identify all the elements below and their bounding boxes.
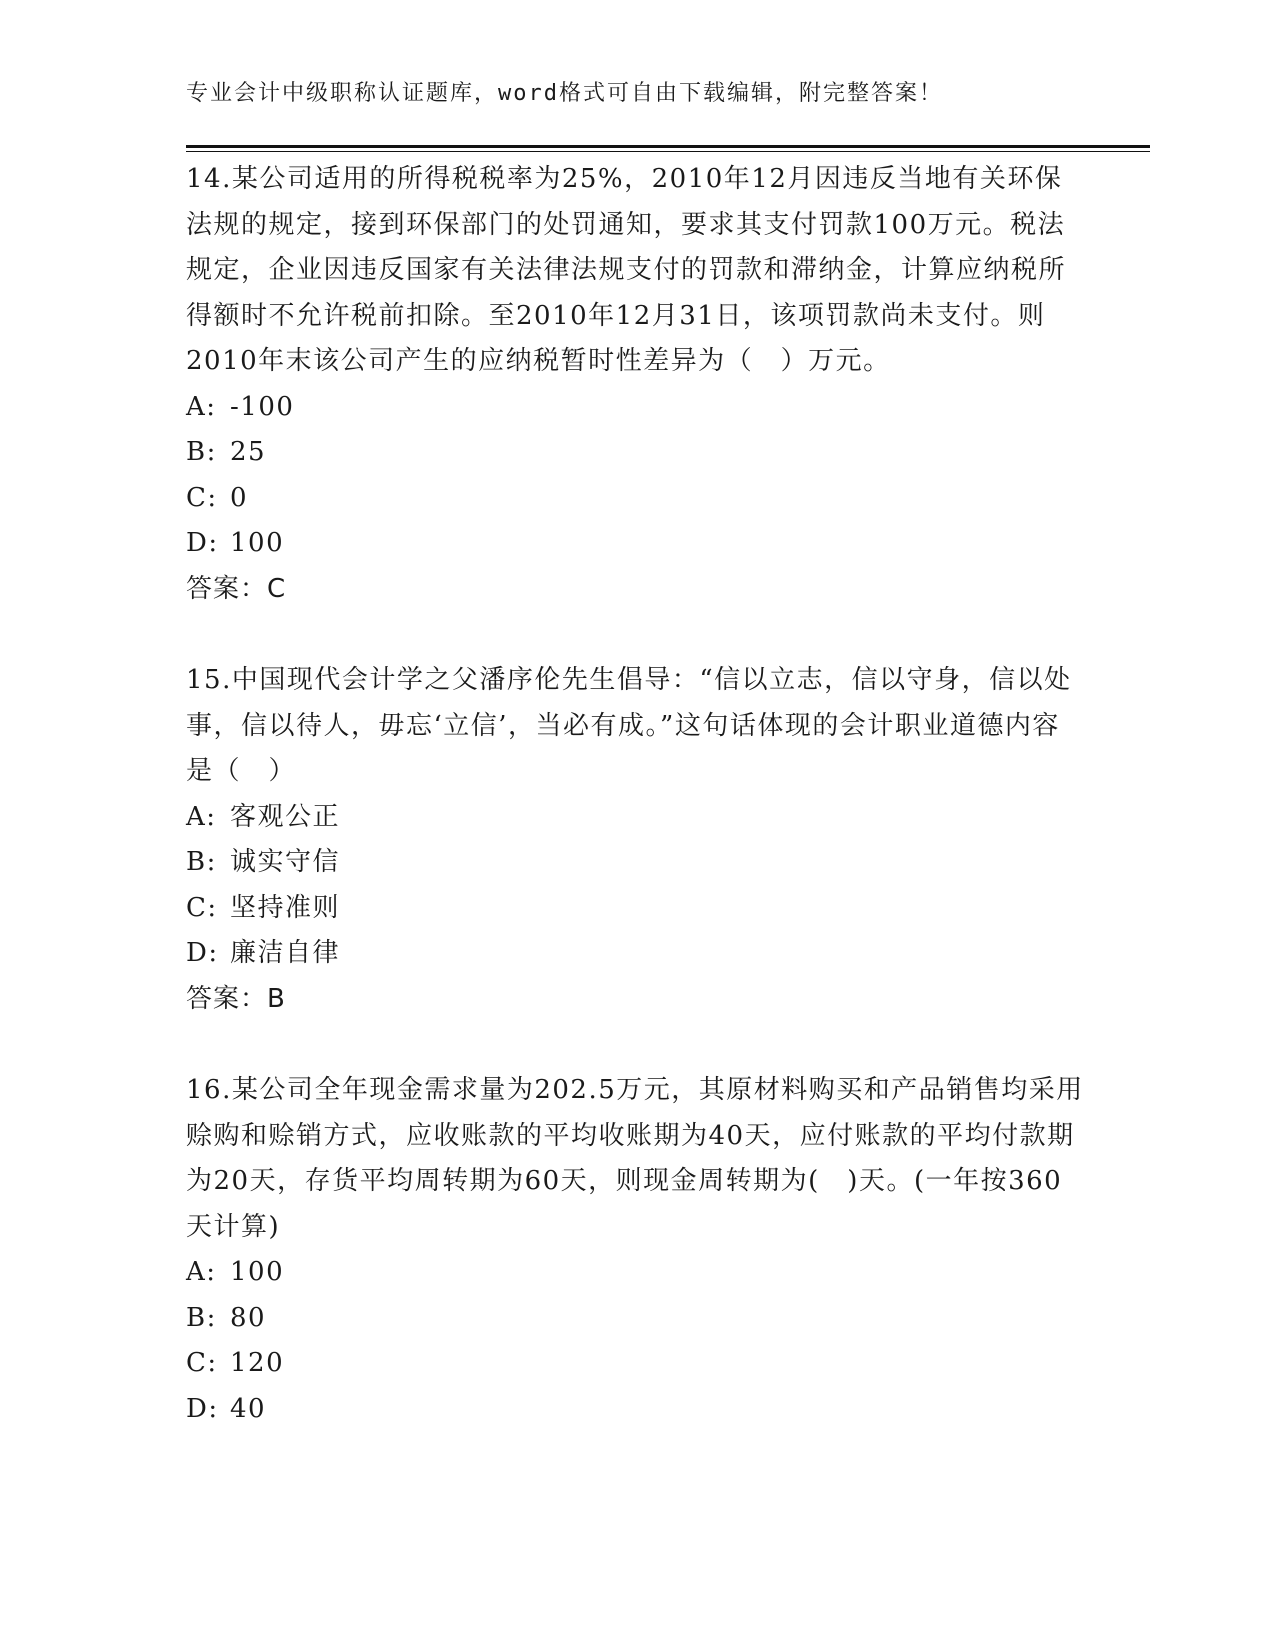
option-letter: D: — [186, 938, 219, 968]
option-b — [186, 840, 1086, 886]
header-rule-thin — [186, 151, 1150, 152]
option-letter: A: — [186, 1257, 217, 1287]
option-a — [186, 385, 1086, 431]
option-letter: C: — [186, 482, 218, 513]
option-c — [186, 1341, 1086, 1387]
option-value: 客观公正 — [230, 801, 341, 832]
question-text: 14.某公司适用的所得税税率为25%，2010年12月因违反当地有关环保法规的规定，接到环保部门的处罚通知，要求其支付罚款100万元。税法规定，企业因违反国家有关法律法规支付的罚款和滞纳金，计算应纳税所得额时不允许税前扣除。至2010年12月31日，该项罚款尚未支付。则2010年末该公司产生的应纳税暂时性差异为（ ）万元。 — [186, 164, 1067, 376]
option-value: 0 — [230, 482, 249, 513]
option-letter: B: — [186, 437, 217, 467]
option-d — [186, 931, 1086, 977]
spacer — [186, 612, 1086, 658]
answer-label: 答案：B — [186, 983, 286, 1014]
option-letter: A: — [186, 391, 217, 422]
question-list — [186, 157, 1086, 1432]
option-letter: D: — [186, 1393, 219, 1424]
option-c — [186, 476, 1086, 522]
option-c — [186, 886, 1086, 932]
option-value: 25 — [230, 437, 267, 467]
option-letter: D: — [186, 528, 219, 558]
option-letter: B: — [186, 1302, 217, 1333]
option-d — [186, 1387, 1086, 1433]
option-a — [186, 795, 1086, 841]
option-b — [186, 430, 1086, 476]
option-value: 100 — [230, 1257, 285, 1287]
option-letter: C: — [186, 1348, 218, 1378]
question-text: 16.某公司全年现金需求量为202.5万元，其原材料购买和产品销售均采用赊购和赊销方式，应收账款的平均收账期为40天，应付账款的平均付款期为20天，存货平均周转期为60天，则现金周转期为( )天。(一年按360天计算) — [186, 1075, 1084, 1242]
option-value: 廉洁自律 — [230, 938, 341, 968]
option-a — [186, 1250, 1086, 1296]
question-14 — [186, 157, 1086, 612]
option-value: 80 — [230, 1302, 267, 1333]
option-letter: A: — [186, 801, 217, 832]
option-value: 100 — [230, 528, 285, 558]
option-letter: C: — [186, 892, 218, 923]
option-value: -100 — [230, 391, 295, 422]
question-16 — [186, 1068, 1086, 1432]
option-value: 诚实守信 — [230, 847, 341, 877]
option-letter: B: — [186, 847, 217, 877]
spacer — [186, 1022, 1086, 1068]
option-value: 40 — [230, 1393, 267, 1424]
header-rule-thick — [186, 145, 1150, 148]
question-15 — [186, 658, 1086, 1022]
option-d — [186, 521, 1086, 567]
answer-label: 答案：C — [186, 573, 287, 604]
question-text: 15.中国现代会计学之父潘序伦先生倡导：“信以立志，信以守身，信以处事，信以待人，毋忘‘立信’，当必有成。”这句话体现的会计职业道德内容是（ ） — [186, 665, 1072, 786]
option-value: 坚持准则 — [230, 892, 341, 923]
option-b — [186, 1296, 1086, 1342]
option-value: 120 — [230, 1348, 285, 1378]
page-header: 专业会计中级职称认证题库，word格式可自由下载编辑，附完整答案！ — [186, 81, 943, 106]
